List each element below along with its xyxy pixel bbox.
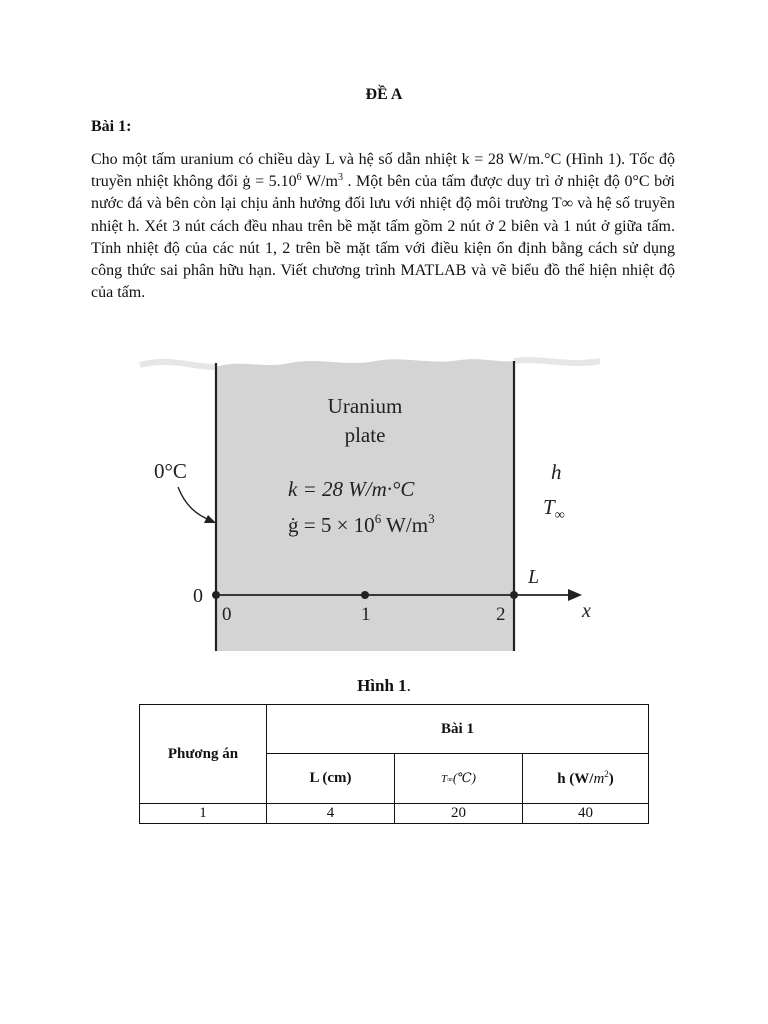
- x-axis-arrowhead: [568, 589, 582, 601]
- L-column-header: L (cm): [267, 754, 395, 804]
- generation-exponent: 6: [374, 511, 382, 526]
- group-header: Bài 1: [267, 705, 649, 754]
- plate-title-line-1: Uranium: [327, 394, 403, 418]
- origin-label: 0: [193, 585, 203, 607]
- cell-option: 1: [140, 804, 267, 824]
- table-header-row: [140, 705, 649, 754]
- node-2: [510, 591, 518, 599]
- caption-text: Hình 1: [357, 676, 407, 695]
- plate-title-line-2: plate: [344, 423, 386, 447]
- thickness-L-label: L: [528, 566, 540, 588]
- node-label-0: 0: [222, 604, 232, 625]
- uranium-plate-figure: [130, 355, 625, 655]
- h-header-pre: h (W/: [557, 771, 594, 787]
- generation-unit: W/m: [381, 513, 429, 537]
- convection-h-label: h: [551, 460, 562, 484]
- statement-exponent-1: 6: [296, 172, 302, 184]
- T-column-header: [395, 754, 523, 804]
- generation-unit-exponent: 3: [428, 511, 435, 526]
- options-table: [139, 704, 649, 824]
- problem-statement: [91, 149, 675, 304]
- ambient-T-subscript: ∞: [554, 508, 565, 523]
- T-header-subscript: ∞: [447, 775, 453, 784]
- generation-text: ġ = 5 × 10: [288, 513, 375, 537]
- T-header-unit: (℃): [452, 770, 477, 785]
- wavy-top-edge-right: [514, 360, 600, 363]
- h-header-exponent: 2: [604, 769, 609, 779]
- statement-part-3: . Một bên của tấm được duy trì ở nhiệt độ 0°C bởi nước đá và bên còn lại chịu ảnh hưởng đối lưu với nhiệt độ môi trường T∞ và hệ số truyền nhiệt h. Xét 3 nút cách đều nhau trên bề mặt tấm gồm 2 nút ở 2 biên và 1 nút ở giữa tấm. Tính nhiệt độ của các nút 1, 2 trên bề mặt tấm với điều kiện ổn định bằng cách sử dụng công thức sai phân hữu hạn. Viết chương trình MATLAB và vẽ biểu đồ thể hiện nhiệt độ của tấm.: [91, 173, 675, 302]
- cell-h: 40: [523, 804, 649, 824]
- wavy-top-edge: [140, 362, 216, 367]
- node-1: [361, 591, 369, 599]
- generation-label: [288, 511, 435, 537]
- caption-suffix: .: [406, 676, 411, 695]
- figure-svg: [130, 355, 625, 655]
- left-temperature-arrow: [178, 487, 212, 521]
- h-header-unit: m: [593, 771, 605, 787]
- cell-L: 4: [267, 804, 395, 824]
- page-heading: ĐỀ A: [365, 86, 403, 103]
- statement-part-2: W/m: [301, 173, 338, 191]
- node-0: [212, 591, 220, 599]
- figure-caption: [0, 676, 768, 696]
- node-label-2: 2: [496, 604, 506, 625]
- problem-title: Bài 1:: [91, 118, 132, 135]
- x-axis-label: x: [582, 600, 591, 622]
- ambient-temperature-label: [543, 495, 565, 523]
- option-column-header: Phương án: [140, 705, 267, 804]
- statement-exponent-2: 3: [337, 172, 343, 184]
- left-temperature-label: 0°C: [154, 459, 187, 483]
- conductivity-label: [288, 477, 415, 501]
- h-column-header: [523, 754, 649, 804]
- table-row: [140, 804, 649, 824]
- ambient-T: T: [543, 495, 555, 519]
- T-header-symbol: T: [440, 773, 448, 785]
- node-label-1: 1: [361, 604, 371, 625]
- cell-T: 20: [395, 804, 523, 824]
- h-header-post: ): [608, 771, 614, 787]
- statement-part-1: Cho một tấm uranium có chiều dày L và hệ số dẫn nhiệt k = 28 W/m.°C (Hình 1). Tốc độ truyền nhiệt không đổi ġ = 5.10: [91, 151, 675, 191]
- conductivity-text: k = 28 W/m·°C: [288, 477, 415, 501]
